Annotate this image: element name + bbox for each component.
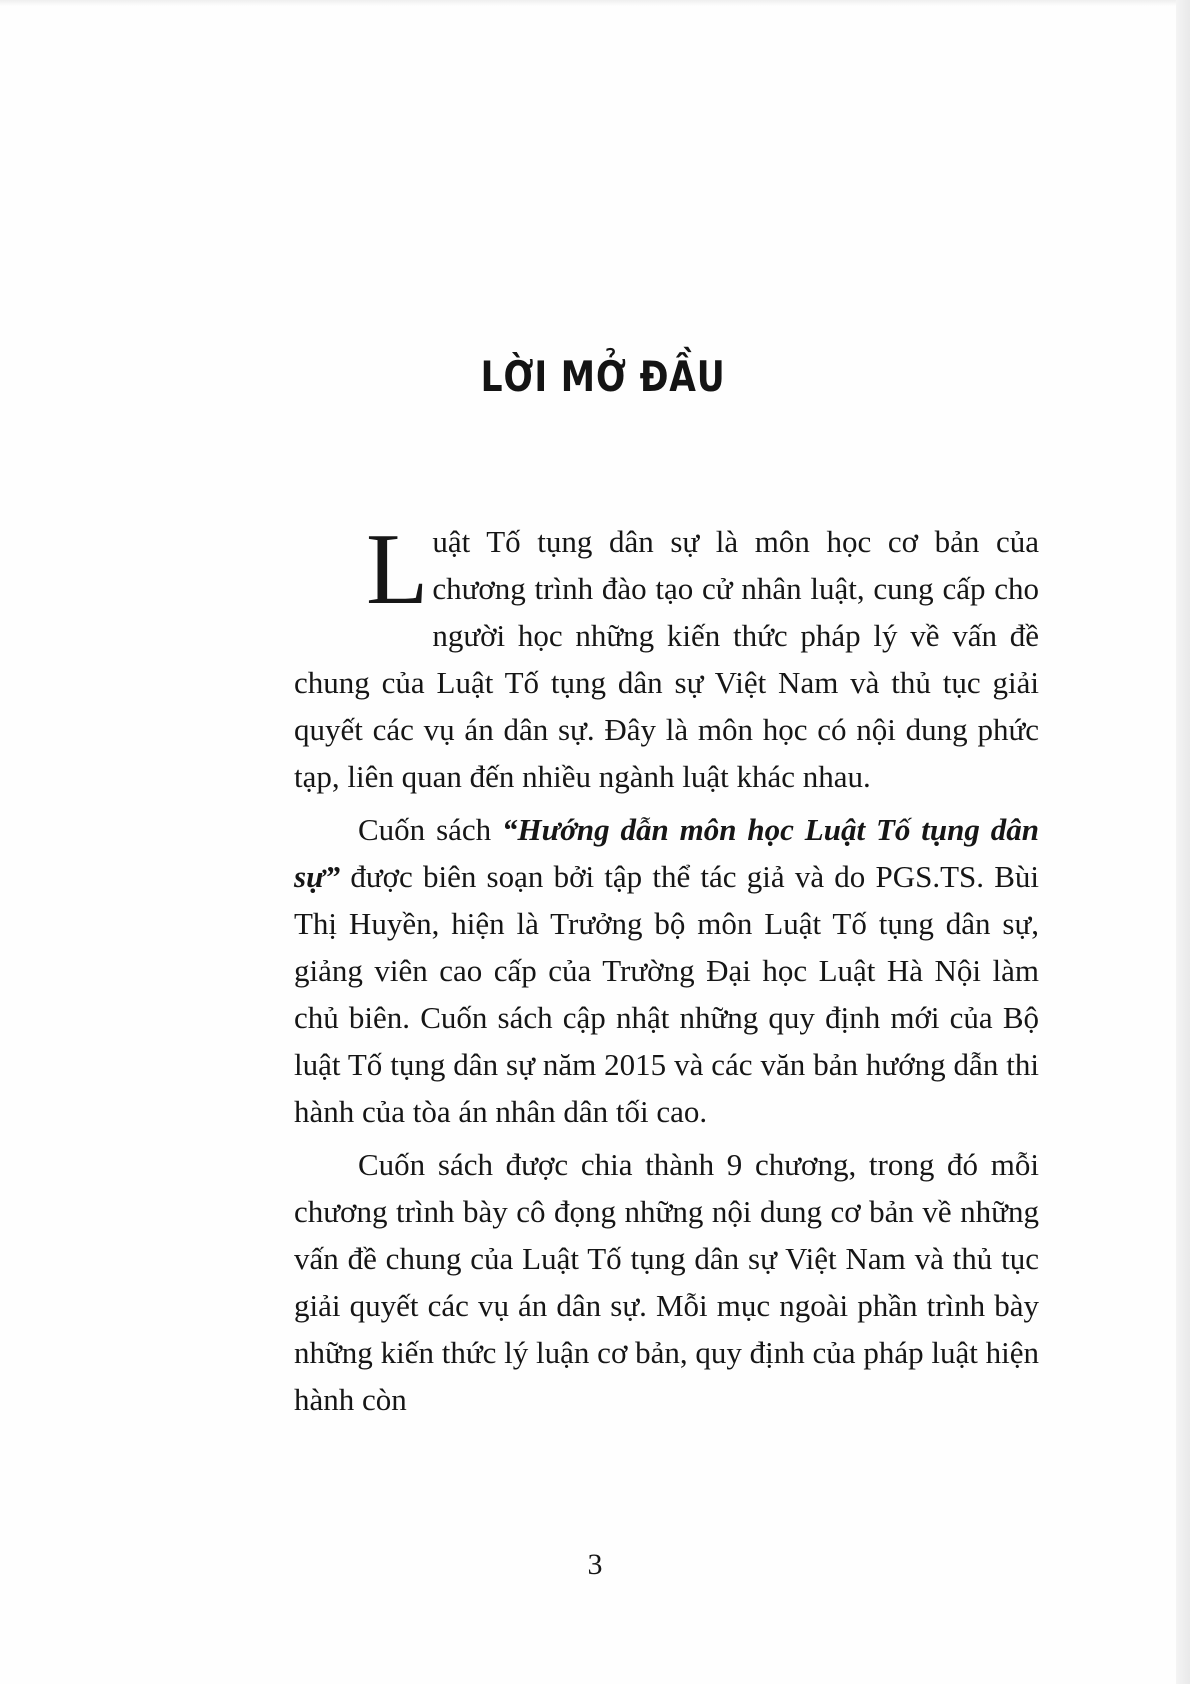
paragraph-3: Cuốn sách được chia thành 9 chương, trong đó mỗi chương trình bày cô đọng những nội dung cơ bản về những vấn đề chung của Luật Tố tụng dân sự Việt Nam và thủ tục giải quyết các vụ án dân sự. Mỗi mục ngoài phần trình bày những kiến thức lý luận cơ bản, quy định của pháp luật hiện hành còn [294, 1147, 1039, 1417]
drop-cap-letter: L [366, 513, 429, 626]
chapter-heading: LỜI MỞ ĐẦU [480, 352, 726, 401]
body-text [294, 513, 1039, 1423]
paragraph-2-intro: Cuốn sách [358, 812, 503, 847]
book-title: “Hướng dẫn môn học Luật Tố tụng dân sự” [294, 812, 1039, 894]
paragraph-1-text: uật Tố tụng dân sự là môn học cơ bản của chương trình đào tạo cử nhân luật, cung cấp cho người học những kiến thức pháp lý về vấn đề chung của Luật Tố tụng dân sự Việt Nam và thủ tục giải quyết các vụ án dân sự. Đây là môn học có nội dung phức tạp, liên quan đến nhiều ngành luật khác nhau. [294, 524, 1039, 794]
paragraph-1 [294, 513, 1039, 800]
paragraph-2-text: được biên soạn bởi tập thể tác giả và do PGS.TS. Bùi Thị Huyền, hiện là Trưởng bộ môn Luật Tố tụng dân sự, giảng viên cao cấp của Trường Đại học Luật Hà Nội làm chủ biên. Cuốn sách cập nhật những quy định mới của Bộ luật Tố tụng dân sự năm 2015 và các văn bản hướng dẫn thi hành của tòa án nhân dân tối cao. [294, 859, 1039, 1129]
page-right-edge [1176, 0, 1190, 1684]
page-top-edge [0, 0, 1190, 6]
page-number: 3 [587, 1548, 603, 1581]
paragraph-2 [294, 806, 1039, 1135]
